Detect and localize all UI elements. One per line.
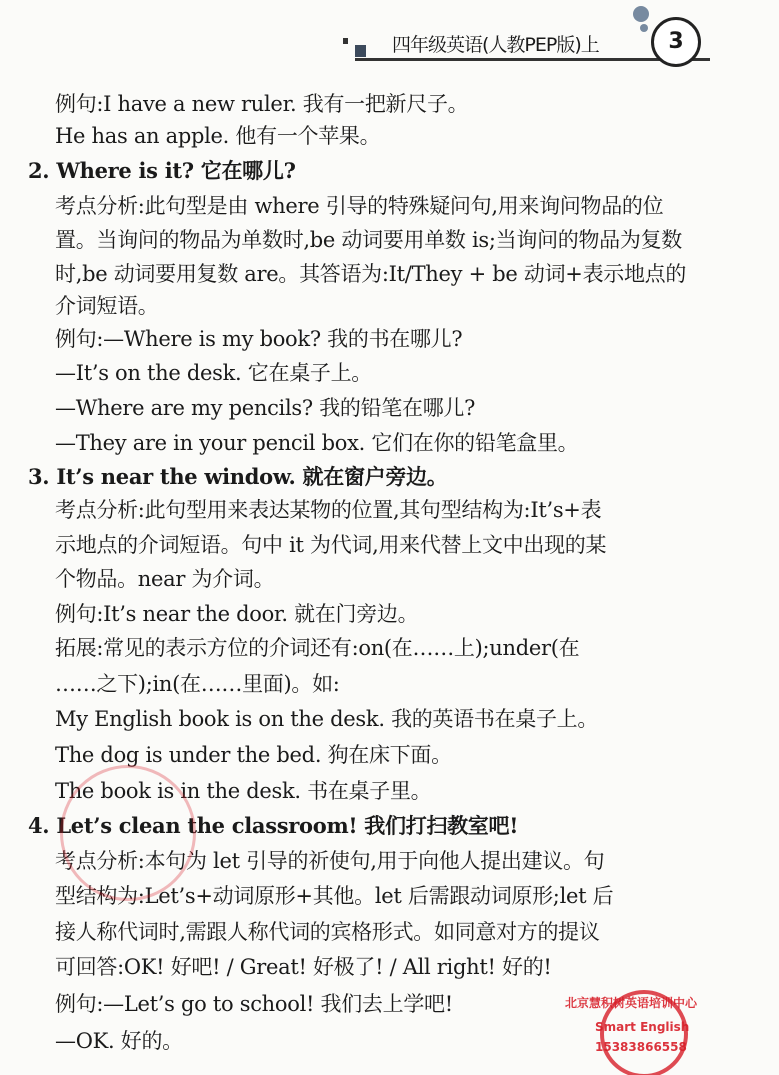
text-line: —It’s on the desk. 它在桌子上。 [55, 361, 372, 385]
header-title: 四年级英语(人教PEP版)上 [392, 34, 599, 56]
text-line: —OK. 好的。 [55, 1029, 183, 1053]
text-line: 考点分析:此句型用来表达某物的位置,其句型结构为:It’s+表 [55, 498, 602, 522]
text-line: 置。当询问的物品为单数时,be 动词要用单数 is;当询问的物品为复数 [55, 228, 682, 252]
text-line: 例句:—Let’s go to school! 我们去上学吧! [55, 992, 453, 1016]
section-heading: 2. Where is it? 它在哪儿? [28, 158, 296, 183]
text-line: My English book is on the desk. 我的英语书在桌子上。 [55, 707, 599, 731]
text-line: 考点分析:本句为 let 引导的祈使句,用于向他人提出建议。句 [55, 849, 605, 873]
text-line: ……之下);in(在……里面)。如: [55, 672, 340, 696]
section-heading: 3. It’s near the window. 就在窗户旁边。 [28, 464, 448, 489]
faded-stamp [60, 765, 196, 901]
text-line: 拓展:常见的表示方位的介词还有:on(在……上);under(在 [55, 636, 580, 660]
text-line: —They are in your pencil box. 它们在你的铅笔盒里。 [55, 431, 579, 455]
text-line: 例句:It’s near the door. 就在门旁边。 [55, 602, 419, 626]
page-number: 3 [651, 17, 701, 67]
text-line: 接人称代词时,需跟人称代词的宾格形式。如同意对方的提议 [55, 920, 600, 944]
text-line: 考点分析:此句型是由 where 引导的特殊疑问句,用来询问物品的位 [55, 194, 664, 218]
section-heading: 4. Let’s clean the classroom! 我们打扫教室吧! [28, 813, 519, 838]
text-line: 示地点的介词短语。句中 it 为代词,用来代替上文中出现的某 [55, 533, 607, 557]
stamp-phone: 15383866558 [595, 1040, 687, 1054]
text-line: 例句:—Where is my book? 我的书在哪儿? [55, 327, 463, 351]
stamp-name: 北京慧积树英语培训中心 [565, 996, 698, 1010]
text-line: He has an apple. 他有一个苹果。 [55, 124, 381, 148]
stamp-english: Smart English [595, 1020, 690, 1034]
text-line: 时,be 动词要用复数 are。其答语为:It/They + be 动词+表示地点的 [55, 262, 687, 286]
text-line: The book is in the desk. 书在桌子里。 [55, 779, 432, 803]
decor-square [343, 38, 348, 44]
text-line: —Where are my pencils? 我的铅笔在哪儿? [55, 396, 476, 420]
decor-dot [633, 6, 649, 22]
text-line: 介词短语。 [55, 294, 159, 318]
text-line: 例句:I have a new ruler. 我有一把新尺子。 [55, 92, 469, 116]
text-line: 型结构为:Let’s+动词原形+其他。let 后需跟动词原形;let 后 [55, 884, 614, 908]
text-line: 可回答:OK! 好吧! / Great! 好极了! / All right! 好的! [55, 955, 552, 979]
text-line: The dog is under the bed. 狗在床下面。 [55, 743, 452, 767]
text-line: 个物品。near 为介词。 [55, 567, 275, 591]
